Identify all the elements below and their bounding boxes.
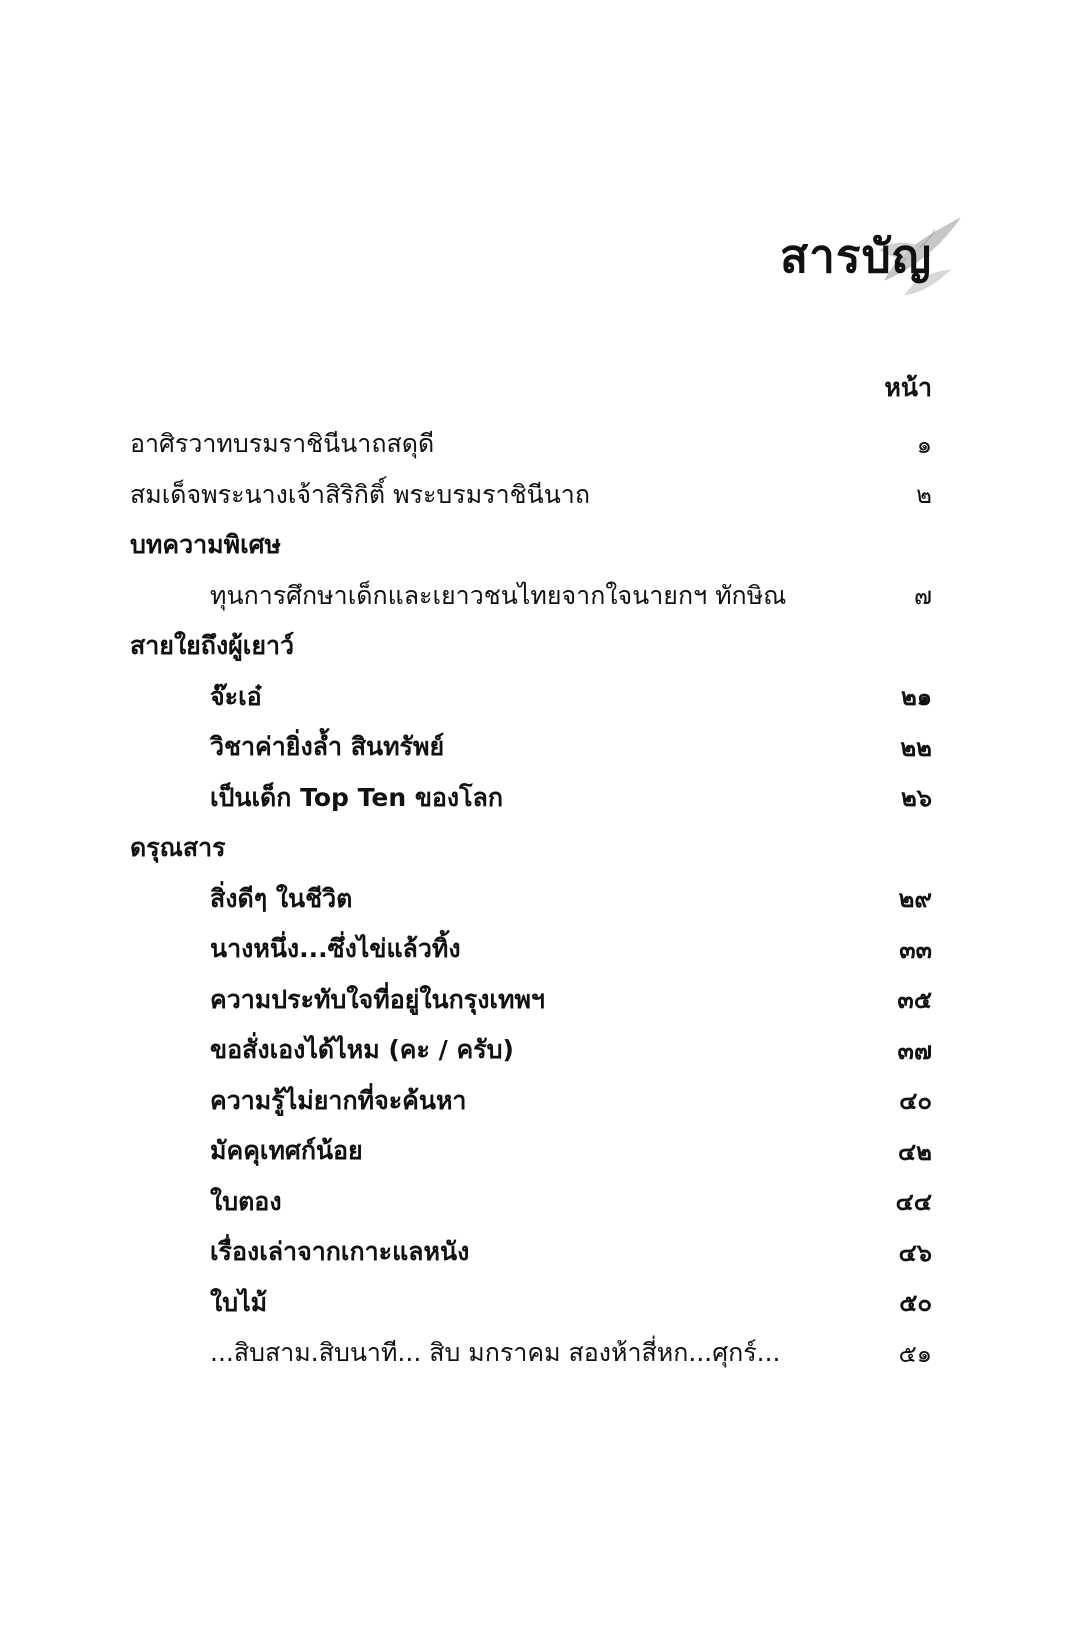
toc-entry: [0, 1327, 1072, 1379]
toc-entry-label: นางหนึ่ง...ซึ่งไข่แล้วทิ้ง: [210, 934, 461, 963]
toc-entry: [0, 974, 1072, 1026]
toc-entry: [0, 1075, 1072, 1127]
toc-entry-label: ทุนการศึกษาเด็กและเยาวชนไทยจากใจนายกฯ ทักษิณ: [210, 580, 787, 610]
toc-entry-page-number: ๔๐: [899, 1087, 932, 1115]
toc-entry: [0, 1277, 1072, 1329]
toc-entry-label: บทความพิเศษ: [130, 530, 282, 559]
title-block: [780, 214, 980, 304]
toc-entry: [0, 418, 1072, 470]
toc-section-heading: [0, 822, 1072, 874]
toc-entry: [0, 671, 1072, 723]
toc-entry-page-number: ๑: [916, 430, 932, 459]
toc-entry-page-number: ๒๙: [898, 885, 932, 913]
toc-entry-label: ใบตอง: [210, 1186, 282, 1216]
toc-entry-page-number: ๔๖: [898, 1238, 932, 1267]
toc-entry-page-number: ๓๓: [899, 935, 932, 964]
toc-entry-label: ความรู้ไม่ยากที่จะค้นหา: [210, 1085, 467, 1115]
toc-entry: [0, 1024, 1072, 1076]
page-title: สารบัญ: [780, 229, 933, 283]
toc-entry-page-number: ๒๖: [900, 784, 932, 812]
toc-entry: [0, 721, 1072, 773]
toc-section-heading: [0, 620, 1072, 672]
toc-entry-label: ความประทับใจที่อยู่ในกรุงเทพฯ: [210, 984, 545, 1014]
toc-entry-page-number: ๔๒: [898, 1137, 932, 1166]
toc-entry-page-number: ๓๗: [897, 1036, 932, 1065]
toc-entry-label: สมเด็จพระนางเจ้าสิริกิติ์ พระบรมราชินีนาถ: [130, 479, 590, 509]
toc-entry-label: ดรุณสาร: [130, 833, 226, 862]
toc-entry: [0, 873, 1072, 925]
toc-entry-label: ขอสั่งเองได้ไหม (คะ / ครับ): [210, 1035, 514, 1064]
toc-entry-page-number: ๒: [916, 481, 932, 509]
toc-entry: [0, 923, 1072, 975]
toc-entry-label: มัคคุเทศก์น้อย: [210, 1136, 363, 1165]
toc-entry: [0, 1176, 1072, 1228]
toc-entry: [0, 570, 1072, 622]
toc-entry: [0, 772, 1072, 824]
toc-entry-label: สายใยถึงผู้เยาว์: [130, 631, 295, 660]
page-column-header: หน้า: [884, 373, 932, 402]
toc-entry-page-number: ๓๕: [897, 986, 932, 1014]
toc-entry-label: อาศิรวาทบรมราชินีนาถสดุดี: [130, 429, 435, 458]
toc-entry-page-number: ๕๑: [898, 1339, 932, 1368]
toc-entry: [0, 1125, 1072, 1177]
toc-entry-label: วิชาค่ายิ่งล้ำ สินทรัพย์: [210, 732, 445, 761]
toc-section-heading: [0, 519, 1072, 571]
toc-entry-label: สิ่งดีๆ ในชีวิต: [210, 883, 353, 913]
toc-entry-page-number: ๒๑: [900, 683, 932, 711]
toc-entry-page-number: ๕๐: [899, 1289, 932, 1317]
toc-entry-label: เรื่องเล่าจากเกาะแลหนัง: [210, 1237, 470, 1266]
toc-entry-label: จ๊ะเอ๋: [210, 681, 262, 711]
toc-entry-page-number: ๗: [913, 582, 932, 610]
toc-entry: [0, 1226, 1072, 1278]
toc-entry-page-number: ๒๒: [900, 733, 932, 762]
toc-entry-label: ใบไม้: [210, 1287, 268, 1317]
toc-entry-page-number: ๔๔: [895, 1188, 932, 1216]
toc-entry-label: เป็นเด็ก Top Ten ของโลก: [210, 782, 504, 812]
toc-entry: [0, 469, 1072, 521]
toc-entry-label: ...สิบสาม.สิบนาที... สิบ มกราคม สองห้าสี่หก...ศุกร์...: [210, 1338, 781, 1367]
